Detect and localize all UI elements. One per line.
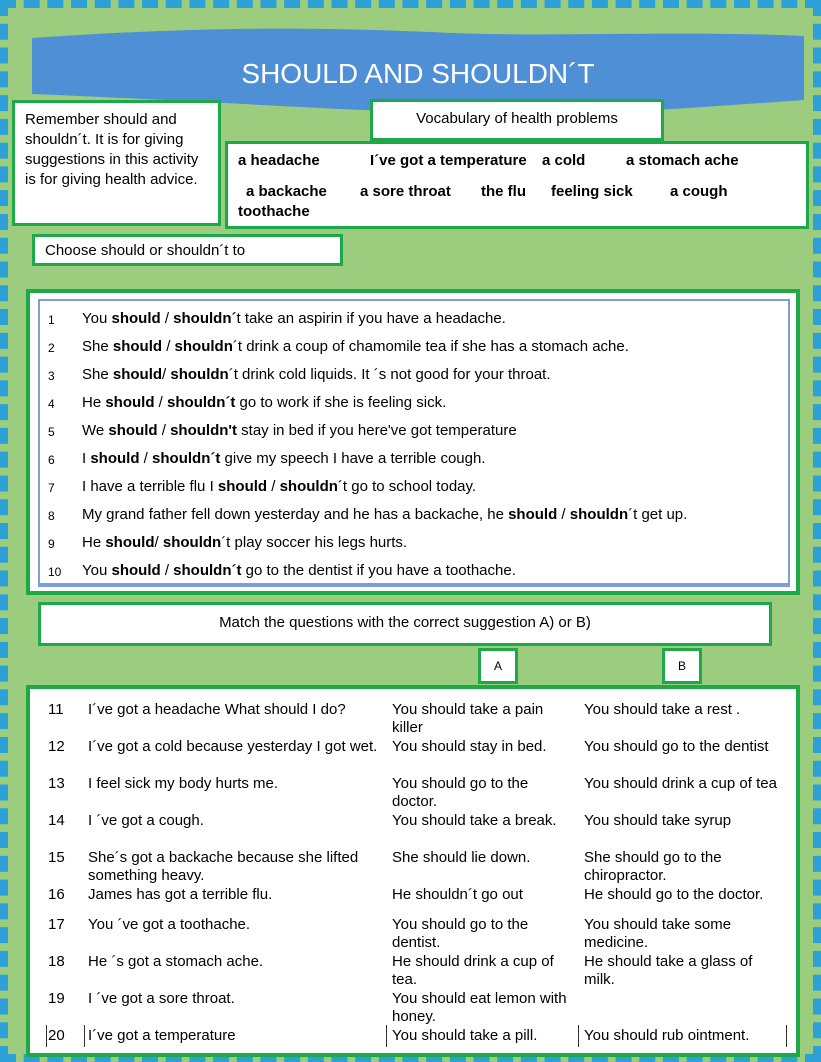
item-number: 17 xyxy=(48,916,65,933)
sentence-start: You xyxy=(82,562,112,579)
option-separator: / xyxy=(154,534,163,551)
option-shouldnt[interactable]: shouldn´t xyxy=(152,450,221,467)
item-number: 2 xyxy=(48,341,55,355)
page-title: SHOULD AND SHOULDN´T xyxy=(241,58,595,89)
question-text: She´s got a backache because she lifted something heavy. xyxy=(88,849,359,884)
vocab-item: the flu xyxy=(481,183,526,200)
sentence-end: ´t go to school today. xyxy=(337,478,477,495)
item-number: 16 xyxy=(48,886,65,903)
option-should[interactable]: should xyxy=(111,310,161,327)
option-separator: / xyxy=(160,310,174,327)
sentence xyxy=(82,394,446,411)
exercise-1-row xyxy=(40,335,788,363)
question-text: I feel sick my body hurts me. xyxy=(88,775,279,792)
option-should[interactable]: should xyxy=(105,394,155,411)
exercise-1-row xyxy=(40,531,788,559)
suggestion-a[interactable]: You should stay in bed. xyxy=(392,738,547,755)
question-text: I ´ve got a cough. xyxy=(88,812,204,829)
option-shouldnt[interactable]: shouldn xyxy=(569,506,629,523)
sentence-end: ´t play soccer his legs hurts. xyxy=(221,534,408,551)
question-text: He ´s got a stomach ache. xyxy=(88,953,264,970)
sentence-end: go to work if she is feeling sick. xyxy=(235,394,447,411)
sentence xyxy=(82,450,486,467)
question-text: I´ve got a temperature xyxy=(88,1027,236,1044)
item-number: 13 xyxy=(48,775,65,792)
option-separator: / xyxy=(267,478,280,495)
option-separator: / xyxy=(162,338,175,355)
exercise-1-box xyxy=(26,289,800,595)
option-shouldnt[interactable]: shouldn xyxy=(162,534,222,551)
suggestion-b[interactable]: She should go to the chiropractor. xyxy=(584,849,722,884)
sentence-end: stay in bed if you here've got temperature xyxy=(236,422,517,439)
sentence-end: go to the dentist if you have a toothache. xyxy=(241,562,516,579)
option-should[interactable]: should xyxy=(508,506,558,523)
sentence-start: She xyxy=(82,338,113,355)
suggestion-a[interactable]: He shouldn´t go out xyxy=(392,886,523,903)
sentence-start: He xyxy=(82,534,106,551)
question-text: You ´ve got a toothache. xyxy=(88,916,251,933)
vocab-item: a cough xyxy=(670,183,728,200)
vocab-item: a cold xyxy=(542,152,586,169)
item-number: 19 xyxy=(48,990,65,1007)
vocab-item: feeling sick xyxy=(551,183,633,200)
suggestion-a[interactable]: You should take a pill. xyxy=(392,1027,538,1044)
item-number: 8 xyxy=(48,509,55,523)
question-text: I´ve got a cold because yesterday I got wet. xyxy=(88,738,378,755)
option-separator: / xyxy=(157,422,171,439)
sentence-start: She xyxy=(82,366,113,383)
exercise-1-row xyxy=(40,475,788,503)
option-separator: / xyxy=(162,366,171,383)
option-should[interactable]: should xyxy=(112,366,163,383)
exercise-1-list xyxy=(38,299,790,587)
sentence-end: ´t get up. xyxy=(628,506,688,523)
vocab-title: Vocabulary of health problems xyxy=(370,99,664,141)
table-divider xyxy=(46,1025,47,1047)
vocab-item: a backache xyxy=(246,183,327,200)
sentence xyxy=(82,562,516,579)
item-number: 4 xyxy=(48,397,55,411)
suggestion-b[interactable]: You should take some medicine. xyxy=(584,916,732,951)
item-number: 1 xyxy=(48,313,55,327)
exercise-1-row xyxy=(40,391,788,419)
option-should[interactable]: should xyxy=(105,534,155,551)
sentence xyxy=(82,534,407,551)
question-text: I´ve got a headache What should I do? xyxy=(88,701,346,718)
option-separator: / xyxy=(139,450,153,467)
sentence xyxy=(82,338,629,355)
sentence-start: My grand father fell down yesterday and he has a backache, he xyxy=(82,506,509,523)
sentence-end: ´t drink a coup of chamomile tea if she has a stomach ache. xyxy=(232,338,629,355)
suggestion-a[interactable]: You should go to the dentist. xyxy=(392,916,529,951)
sentence-start: I have a terrible flu I xyxy=(82,478,218,495)
exercise-1-row xyxy=(40,419,788,447)
option-should[interactable]: should xyxy=(112,338,163,355)
table-divider xyxy=(84,1025,85,1047)
item-number: 10 xyxy=(48,565,62,579)
option-shouldnt[interactable]: shouldn xyxy=(174,338,233,355)
option-shouldnt[interactable]: shouldn´t xyxy=(173,562,242,579)
remember-note: Remember should and shouldn´t. It is for giving suggestions in this activity is for giving health advice. xyxy=(12,100,221,226)
exercise-1-row xyxy=(40,447,788,475)
item-number: 6 xyxy=(48,453,55,467)
instruction-choose: Choose should or shouldn´t to xyxy=(32,234,343,266)
suggestion-a[interactable]: He should drink a cup of tea. xyxy=(392,953,554,988)
option-separator: / xyxy=(160,562,174,579)
option-separator: / xyxy=(557,506,570,523)
option-should[interactable]: should xyxy=(217,478,268,495)
vocab-item: a stomach ache xyxy=(626,152,739,169)
table-divider xyxy=(386,1025,387,1047)
suggestion-b[interactable]: He should go to the doctor. xyxy=(584,886,764,903)
item-number: 20 xyxy=(48,1027,65,1044)
table-divider xyxy=(578,1025,579,1047)
suggestion-b[interactable]: You should drink a cup of tea xyxy=(584,775,777,792)
option-shouldnt[interactable]: shouldn´ xyxy=(173,310,237,327)
exercise-1-row xyxy=(40,363,788,391)
option-should[interactable]: should xyxy=(108,422,158,439)
vocab-item: toothache xyxy=(238,203,310,220)
sentence-start: He xyxy=(82,394,106,411)
sentence-end: give my speech I have a terrible cough. xyxy=(220,450,486,467)
sentence-start: We xyxy=(82,422,109,439)
item-number: 15 xyxy=(48,849,65,866)
item-number: 3 xyxy=(48,369,55,383)
sentence xyxy=(82,422,517,439)
item-number: 5 xyxy=(48,425,55,439)
question-text: I ´ve got a sore throat. xyxy=(88,990,235,1007)
option-should[interactable]: should xyxy=(90,450,140,467)
question-text: James has got a terrible flu. xyxy=(88,886,273,903)
option-should[interactable]: should xyxy=(111,562,161,579)
sentence xyxy=(82,478,476,495)
suggestion-a[interactable]: You should eat lemon with honey. xyxy=(392,990,567,1025)
option-shouldnt[interactable]: shouldn´t xyxy=(167,394,236,411)
item-number: 14 xyxy=(48,812,65,829)
suggestion-a[interactable]: She should lie down. xyxy=(392,849,531,866)
suggestion-a[interactable]: You should take a break. xyxy=(392,812,557,829)
suggestion-b[interactable]: You should go to the dentist xyxy=(584,738,769,755)
sentence-start: You xyxy=(82,310,112,327)
exercise-1-row xyxy=(40,307,788,335)
sentence xyxy=(82,366,551,383)
vocab-item: I´ve got a temperature xyxy=(370,152,527,169)
option-shouldnt[interactable]: shouldn xyxy=(279,478,338,495)
suggestion-b[interactable]: You should take syrup xyxy=(584,812,732,829)
sentence-end: t take an aspirin if you have a headache. xyxy=(236,310,506,327)
sentence xyxy=(82,506,687,523)
option-shouldnt[interactable]: shouldn xyxy=(170,366,229,383)
item-number: 11 xyxy=(48,701,64,718)
item-number: 7 xyxy=(48,481,55,495)
instruction-match: Match the questions with the correct suggestion A) or B) xyxy=(38,602,772,646)
suggestion-a[interactable]: You should take a pain killer xyxy=(392,701,544,736)
item-number: 12 xyxy=(48,738,65,755)
exercise-2-box xyxy=(26,685,800,1057)
option-separator: / xyxy=(154,394,168,411)
vocab-box xyxy=(225,141,809,229)
item-number: 9 xyxy=(48,537,55,551)
suggestion-a[interactable]: You should go to the doctor. xyxy=(392,775,529,810)
sentence xyxy=(82,310,506,327)
vocab-item: a headache xyxy=(238,152,320,169)
suggestion-b[interactable]: He should take a glass of milk. xyxy=(584,953,753,988)
suggestion-b[interactable]: You should rub ointment. xyxy=(584,1027,750,1044)
column-a-header: A xyxy=(478,648,518,684)
sentence-end: ´t drink cold liquids. It ´s not good for your throat. xyxy=(228,366,551,383)
column-b-header: B xyxy=(662,648,702,684)
item-number: 18 xyxy=(48,953,65,970)
sentence-start: I xyxy=(82,450,91,467)
exercise-1-row xyxy=(40,559,788,587)
table-divider xyxy=(786,1025,787,1047)
suggestion-b[interactable]: You should take a rest . xyxy=(584,701,741,718)
vocab-item: a sore throat xyxy=(360,183,451,200)
exercise-1-row xyxy=(40,503,788,531)
option-shouldnt[interactable]: shouldn't xyxy=(170,422,237,439)
